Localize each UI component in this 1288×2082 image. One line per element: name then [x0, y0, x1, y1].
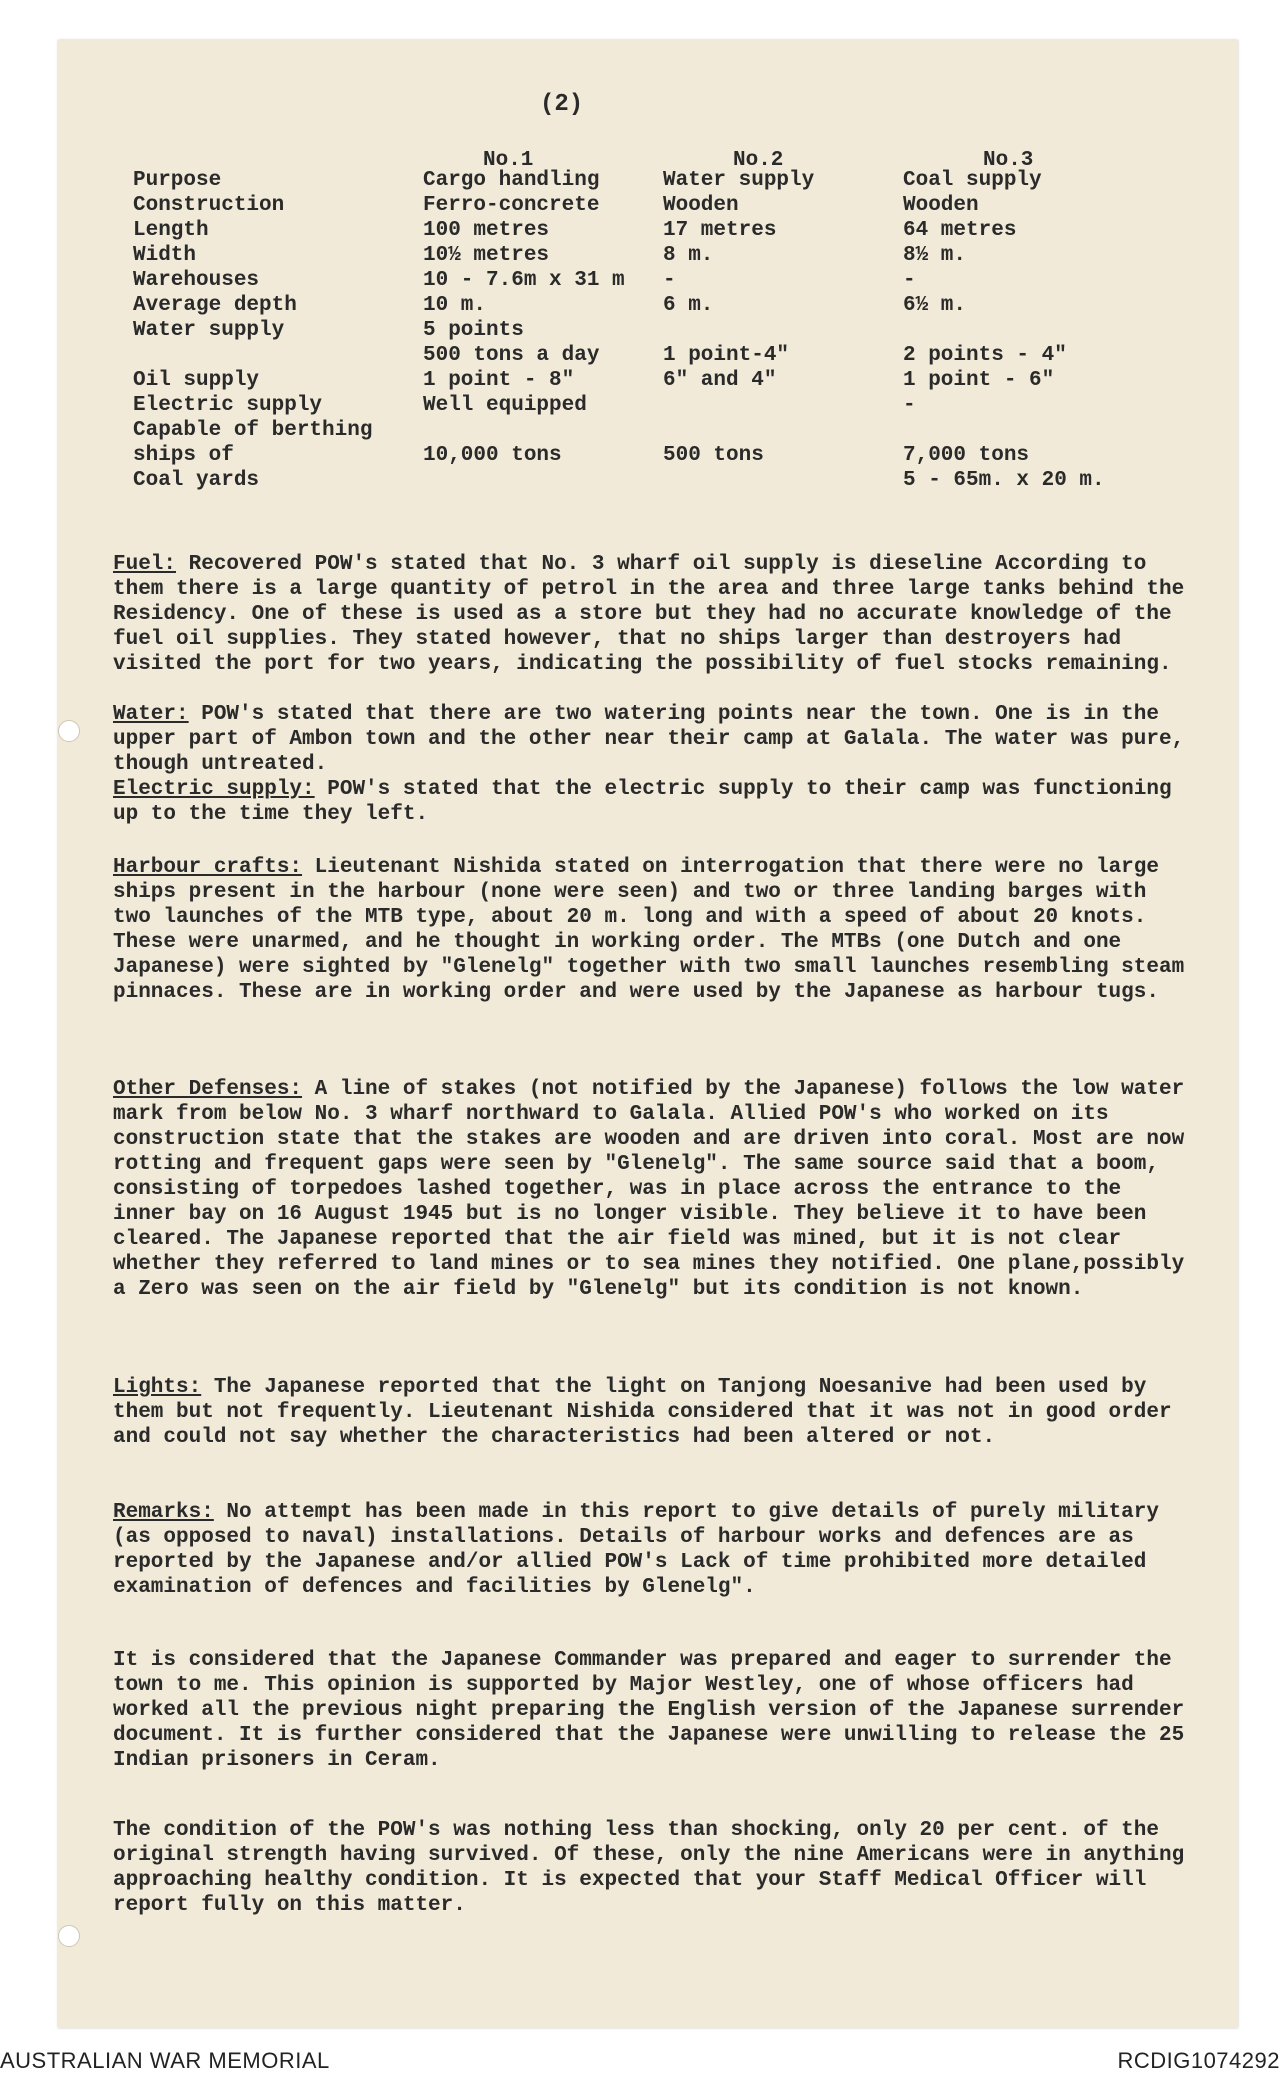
paragraph-water	[113, 702, 1193, 777]
row-label: Water supply	[133, 319, 285, 342]
table-row	[133, 218, 1183, 243]
table-row	[133, 168, 1183, 193]
paragraph-text: The condition of the POW's was nothing less than shocking, only 20 per cent. of the original strength having survived. Of these, only the nine Americans were in anything approaching healthy condition. It is expected that your Staff Medical Officer will report fully on this matter.	[113, 1819, 1185, 1917]
cell-no3: 5 - 65m. x 20 m.	[903, 469, 1105, 492]
cell-no3: 1 point - 6"	[903, 369, 1055, 392]
paragraph-surrender	[113, 1648, 1193, 1773]
row-label: ships of	[133, 444, 234, 467]
section-heading: Water:	[113, 703, 189, 726]
cell-no1: 1 point - 8"	[423, 369, 575, 392]
paragraph-text: Recovered POW's stated that No. 3 wharf oil supply is dieseline According to them there is a large quantity of petrol in the area and three large tanks behind the Residency. One of these is used as a store but they had no accurate knowledge of the fuel oil supplies. They stated however, that no ships larger than destroyers had visited the port for two years, indicating the possibility of fuel stocks remaining.	[113, 553, 1185, 676]
paragraph-text: No attempt has been made in this report to give details of purely military (as opposed to naval) installations. Details of harbour works and defences are as reported by the Japanese and/or allied POW's Lack of time prohibited more detailed examination of defences and facilities by Glenelg".	[113, 1501, 1159, 1599]
cell-no2: -	[663, 269, 676, 292]
row-label: Coal yards	[133, 469, 260, 492]
cell-no2: 500 tons	[663, 444, 764, 467]
table-row	[133, 268, 1183, 293]
wharf-table	[133, 168, 1183, 493]
cell-no2: 6" and 4"	[663, 369, 777, 392]
paragraph-text: POW's stated that the electric supply to their camp was functioning up to the time they left.	[113, 778, 1172, 826]
cell-no1: 500 tons a day	[423, 344, 600, 367]
section-heading: Lights:	[113, 1376, 202, 1399]
row-label: Purpose	[133, 169, 222, 192]
column-header-no1: No.1	[483, 149, 534, 172]
row-label: Width	[133, 244, 197, 267]
row-label: Oil supply	[133, 369, 260, 392]
paragraph-remarks	[113, 1500, 1193, 1600]
cell-no2: Water supply	[663, 169, 815, 192]
paragraph-text: Lieutenant Nishida stated on interrogation that there were no large ships present in the harbour (none were seen) and two or three landing barges with two launches of the MTB type, about 20 m. long and with a speed of about 20 knots. These were unarmed, and he thought in working order. The MTBs (one Dutch and one Japanese) were sighted by "Glenelg" together with two small launches resembling steam pinnaces. These are in working order and were used by the Japanese as harbour tugs.	[113, 856, 1185, 1004]
cell-no2: 6 m.	[663, 294, 714, 317]
table-row	[133, 368, 1183, 393]
cell-no1: 100 metres	[423, 219, 550, 242]
cell-no1: 10 - 7.6m x 31 m	[423, 269, 625, 292]
table-row	[133, 193, 1183, 218]
cell-no3: Wooden	[903, 194, 979, 217]
cell-no3: 7,000 tons	[903, 444, 1030, 467]
column-header-no3: No.3	[983, 149, 1034, 172]
cell-no2: 17 metres	[663, 219, 777, 242]
cell-no3: Coal supply	[903, 169, 1042, 192]
row-label: Warehouses	[133, 269, 260, 292]
paragraph-fuel	[113, 552, 1193, 677]
paragraph-pow-condition	[113, 1818, 1193, 1918]
row-label: Electric supply	[133, 394, 323, 417]
cell-no3: 64 metres	[903, 219, 1017, 242]
cell-no1: 10 m.	[423, 294, 487, 317]
table-row	[133, 443, 1183, 468]
cell-no3: -	[903, 269, 916, 292]
row-label: Average depth	[133, 294, 297, 317]
table-row	[133, 468, 1183, 493]
paragraph-text: The Japanese reported that the light on Tanjong Noesanive had been used by them but not frequently. Lieutenant Nishida considered that it was not in good order and could not say whether the characteristics had been altered or not.	[113, 1376, 1172, 1449]
table-row	[133, 393, 1183, 418]
table-row	[133, 293, 1183, 318]
cell-no3: 2 points - 4"	[903, 344, 1067, 367]
cell-no2: 8 m.	[663, 244, 714, 267]
table-row	[133, 418, 1183, 443]
cell-no2: Wooden	[663, 194, 739, 217]
cell-no2: 1 point-4"	[663, 344, 790, 367]
section-heading: Electric supply:	[113, 778, 315, 801]
section-heading: Harbour crafts:	[113, 856, 303, 879]
column-header-no2: No.2	[733, 149, 784, 172]
paragraph-other-defenses	[113, 1077, 1193, 1302]
cell-no3: -	[903, 394, 916, 417]
cell-no3: 6½ m.	[903, 294, 967, 317]
table-row	[133, 318, 1183, 343]
cell-no1: 5 points	[423, 319, 524, 342]
paragraph-lights	[113, 1375, 1193, 1450]
cell-no1: Cargo handling	[423, 169, 600, 192]
footer-institution: AUSTRALIAN WAR MEMORIAL	[0, 2048, 330, 2073]
section-heading: Remarks:	[113, 1501, 214, 1524]
row-label: Construction	[133, 194, 285, 217]
paragraph-electric-supply	[113, 777, 1193, 827]
cell-no1: 10½ metres	[423, 244, 550, 267]
page-number: (2)	[540, 91, 584, 118]
paragraph-text: It is considered that the Japanese Commander was prepared and eager to surrender the town to me. This opinion is supported by Major Westley, one of whose officers had worked all the previous night preparing the English version of the Japanese surrender document. It is further considered that the Japanese were unwilling to release the 25 Indian prisoners in Ceram.	[113, 1649, 1185, 1772]
row-label: Capable of berthing	[133, 419, 373, 442]
cell-no1: Ferro-concrete	[423, 194, 600, 217]
table-row	[133, 243, 1183, 268]
cell-no3: 8½ m.	[903, 244, 967, 267]
paragraph-text: A line of stakes (not notified by the Japanese) follows the low water mark from below No. 3 wharf northward to Galala. Allied POW's who worked on its construction state that the stakes are wooden and are driven into coral. Most are now rotting and frequent gaps were seen by "Glenelg". The same source said that a boom, consisting of torpedoes lashed together, was in place across the entrance to the inner bay on 16 August 1945 but is no longer visible. They believe it to have been cleared. The Japanese reported that the air field was mined, but it is not clear whether they referred to land mines or to sea mines they notified. One plane,possibly a Zero was seen on the air field by "Glenelg" but its condition is not known.	[113, 1078, 1185, 1301]
paragraph-text: POW's stated that there are two watering points near the town. One is in the upper part of Ambon town and the other near their camp at Galala. The water was pure, though untreated.	[113, 703, 1185, 776]
footer-record-id: RCDIG1074292	[1117, 2048, 1280, 2073]
row-label: Length	[133, 219, 209, 242]
table-row	[133, 343, 1183, 368]
section-heading: Fuel:	[113, 553, 177, 576]
cell-no1: 10,000 tons	[423, 444, 562, 467]
paragraph-harbour-crafts	[113, 855, 1193, 1005]
section-heading: Other Defenses:	[113, 1078, 303, 1101]
cell-no1: Well equipped	[423, 394, 587, 417]
